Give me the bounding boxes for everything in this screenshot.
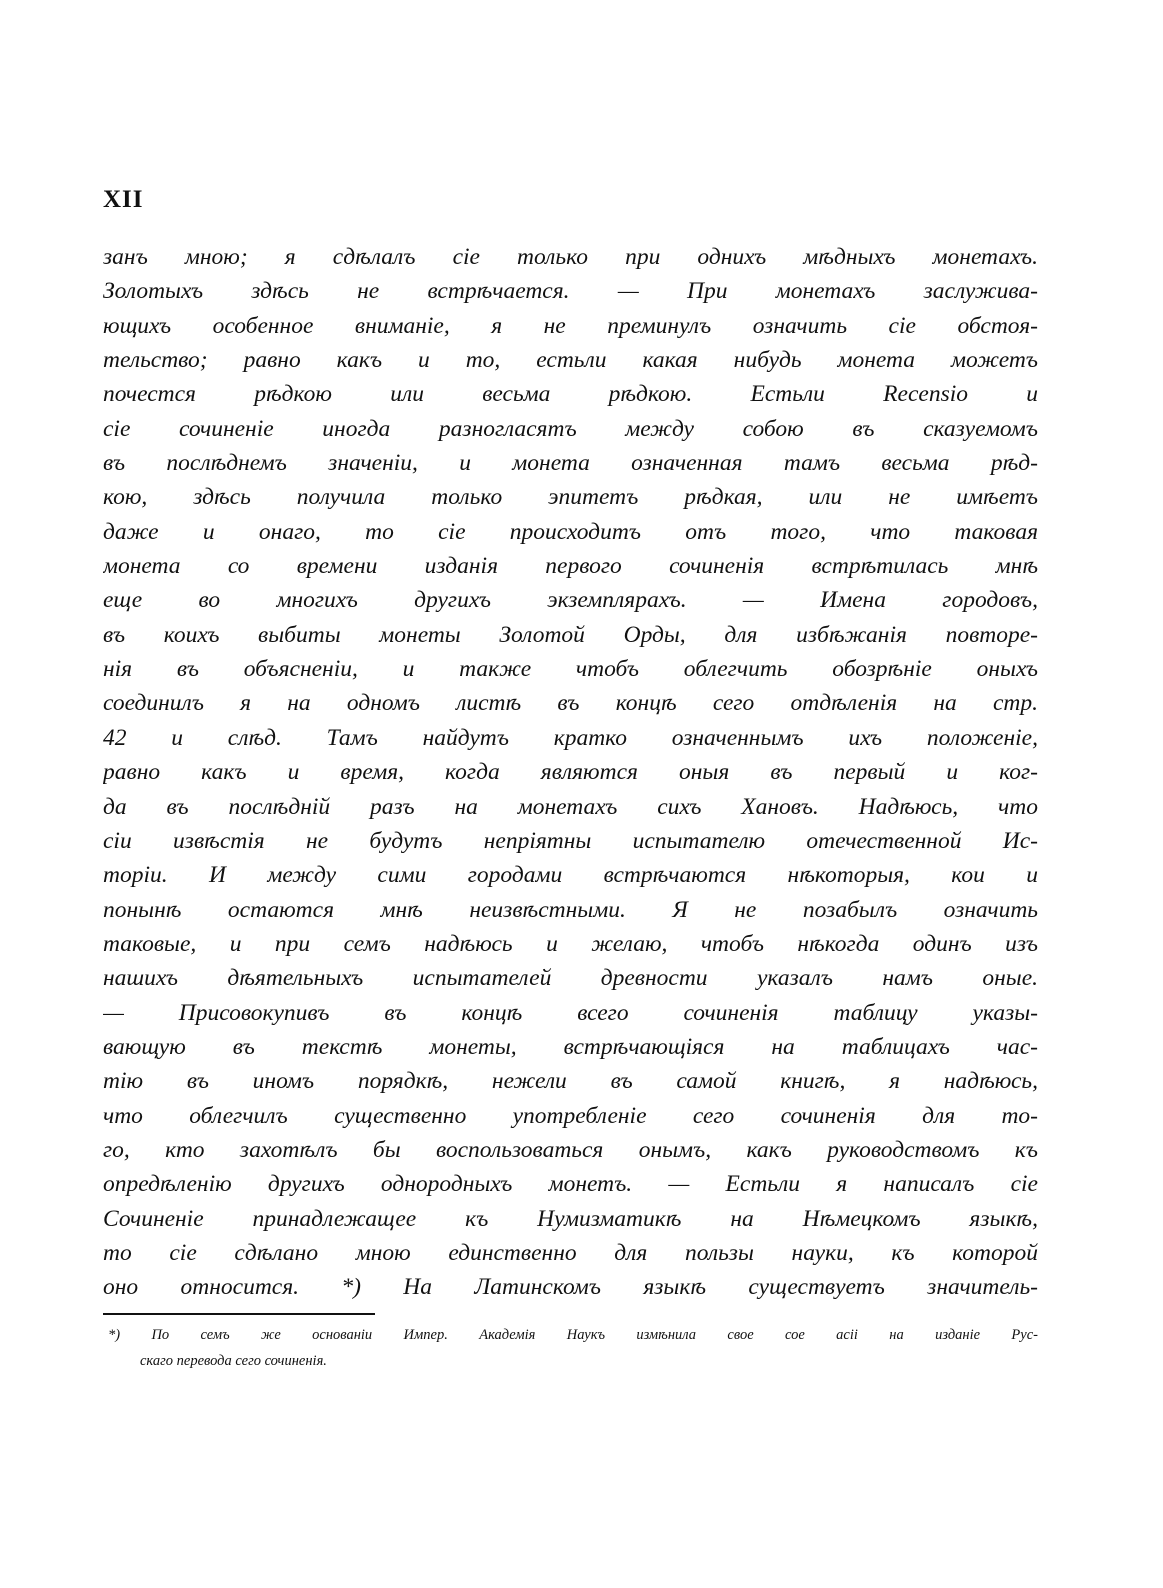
body-line: да въ послѣдній разъ на монетахъ сихъ Хановъ. Надѣюсь, что bbox=[103, 793, 1038, 820]
body-line: въ коихъ выбиты монеты Золотой Орды, для избѣжанія повторе- bbox=[103, 621, 1038, 648]
body-line: въ послѣднемъ значеніи, и монета означенная тамъ весьма рѣд- bbox=[103, 450, 1038, 477]
body-line: тельство; равно какъ и то, естьли какая нибудь монета можетъ bbox=[103, 347, 1038, 374]
footnote bbox=[108, 1322, 1038, 1374]
body-line: Золотыхъ здѣсь не встрѣчается. — При монетахъ заслужива- bbox=[103, 278, 1038, 305]
body-line: сіе сочиненіе иногда разногласятъ между собою въ сказуемомъ bbox=[103, 415, 1038, 442]
body-line: торіи. И между сими городами встрѣчаются нѣкоторыя, кои и bbox=[103, 862, 1038, 889]
footnote-line: *) По семъ же основаніи Импер. Академія Наукъ измѣнила свое сое асіі на изданіе Рус- bbox=[108, 1327, 1038, 1343]
body-line: даже и онаго, то сіе происходитъ отъ того, что таковая bbox=[103, 518, 1038, 545]
body-line: го, кто захотѣлъ бы воспользоваться онымъ, какъ руководствомъ къ bbox=[103, 1136, 1038, 1163]
body-line: опредѣленію другихъ однородныхъ монетъ. — Естьли я написалъ сіе bbox=[103, 1171, 1038, 1198]
body-line: нашихъ дѣятельныхъ испытателей древности указалъ намъ оные. bbox=[103, 965, 1038, 992]
body-line: — Присовокупивъ въ концѣ всего сочиненія таблицу указы- bbox=[103, 999, 1038, 1026]
body-line: ющихъ особенное вниманіе, я не преминулъ означить сіе обстоя- bbox=[103, 312, 1038, 339]
page-number: XII bbox=[103, 186, 144, 213]
body-line: почестся рѣдкою или весьма рѣдкою. Естьли Recensio и bbox=[103, 381, 1038, 408]
body-line: тію въ иномъ порядкѣ, нежели въ самой книгѣ, я надѣюсь, bbox=[103, 1068, 1038, 1095]
body-line: сіи извѣстія не будутъ непріятны испытателю отечественной Ис- bbox=[103, 827, 1038, 854]
footnote-line: скаго перевода сего сочиненія. bbox=[140, 1353, 327, 1369]
body-line: монета со времени изданія первого сочиненія встрѣтилась мнѣ bbox=[103, 553, 1038, 580]
body-line: 42 и слѣд. Тамъ найдутъ кратко означеннымъ ихъ положеніе, bbox=[103, 724, 1038, 751]
body-line: равно какъ и время, когда являются оныя въ первый и ког- bbox=[103, 759, 1038, 786]
body-line: Сочиненіе принадлежащее къ Нумизматикѣ на Нѣмецкомъ языкѣ, bbox=[103, 1205, 1038, 1232]
body-text bbox=[103, 240, 1038, 1305]
body-line: что облегчилъ существенно употребленіе сего сочиненія для то- bbox=[103, 1102, 1038, 1129]
body-line: оно относится. *) На Латинскомъ языкѣ существуетъ значитель- bbox=[103, 1274, 1038, 1301]
body-line: понынѣ остаются мнѣ неизвѣстными. Я не позабылъ означить bbox=[103, 896, 1038, 923]
body-line: нія въ объясненіи, и также чтобъ облегчить обозрѣніе оныхъ bbox=[103, 656, 1038, 683]
body-line: вающую въ текстѣ монеты, встрѣчающіяся на таблицахъ час- bbox=[103, 1033, 1038, 1060]
body-line: соединилъ я на одномъ листѣ въ концѣ сего отдѣленія на стр. bbox=[103, 690, 1038, 717]
body-line: еще во многихъ другихъ экземплярахъ. — Имена городовъ, bbox=[103, 587, 1038, 614]
body-line: таковые, и при семъ надѣюсь и желаю, чтобъ нѣкогда одинъ изъ bbox=[103, 930, 1038, 957]
body-line: занъ мною; я сдѣлалъ сіе только при однихъ мѣдныхъ монетахъ. bbox=[103, 244, 1038, 270]
footnote-rule bbox=[103, 1313, 375, 1315]
body-line: кою, здѣсь получила только эпитетъ рѣдкая, или не имѣетъ bbox=[103, 484, 1038, 511]
body-line: то сіе сдѣлано мною единственно для пользы науки, къ которой bbox=[103, 1239, 1038, 1266]
